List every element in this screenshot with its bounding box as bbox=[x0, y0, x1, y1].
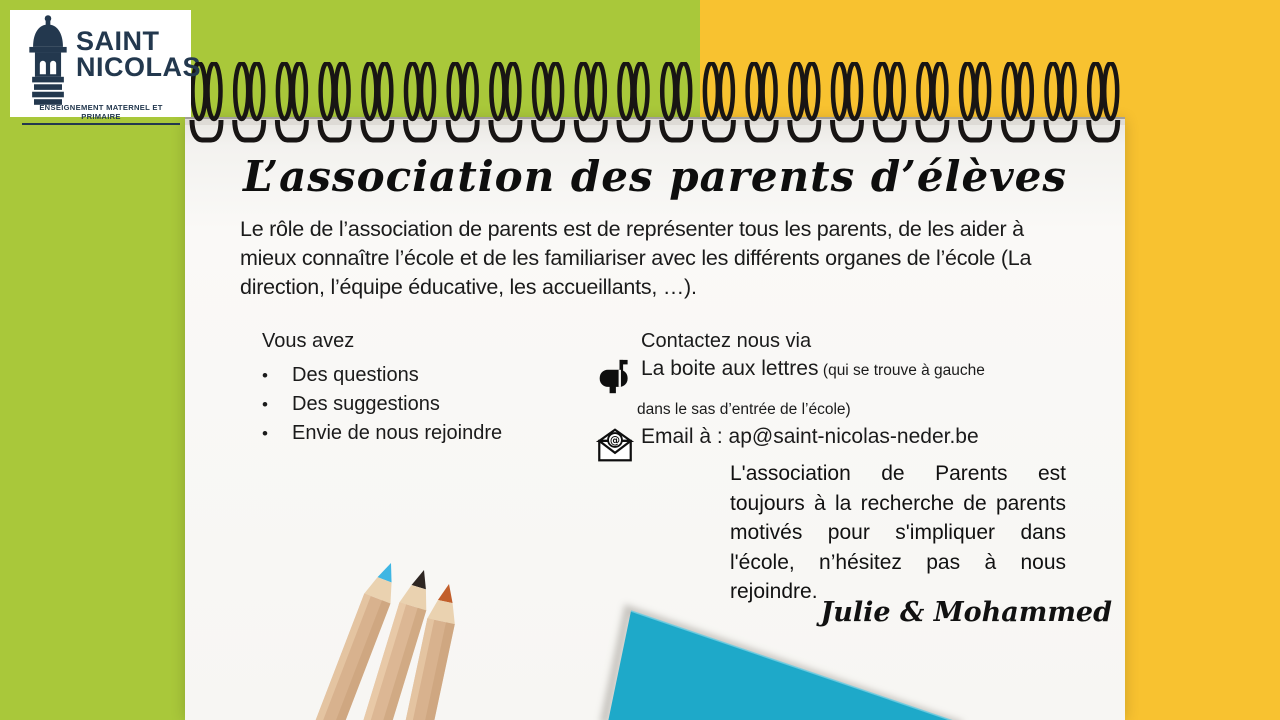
list-item-label: Des suggestions bbox=[292, 393, 440, 415]
mailbox-label: La boite aux lettres bbox=[641, 357, 819, 380]
tower-icon bbox=[20, 15, 76, 105]
mailbox-text bbox=[641, 357, 985, 381]
page-title: L’association des parents d’élèves bbox=[242, 152, 1068, 201]
mailbox-icon bbox=[596, 357, 641, 400]
school-name-line1: SAINT bbox=[76, 26, 160, 56]
you-have-section bbox=[262, 330, 502, 448]
email-label: Email à : ap@saint-nicolas-neder.be bbox=[641, 425, 979, 448]
signature: Julie & Mohammed bbox=[820, 597, 1112, 628]
mailbox-note: (qui se trouve à gauche bbox=[822, 362, 985, 379]
you-have-list bbox=[262, 361, 502, 448]
list-item-label: Envie de nous rejoindre bbox=[292, 422, 503, 444]
pencils-illustration bbox=[270, 540, 500, 720]
list-item bbox=[262, 390, 502, 419]
mailbox-note-line2: dans le sas d’entrée de l’école) bbox=[637, 401, 851, 418]
school-name bbox=[76, 28, 201, 80]
email-icon bbox=[596, 425, 641, 469]
you-have-heading: Vous avez bbox=[262, 330, 355, 352]
school-logo bbox=[10, 10, 201, 121]
bullet-icon: • bbox=[262, 366, 268, 385]
school-name-line2: NICOLAS bbox=[76, 52, 201, 82]
list-item bbox=[262, 361, 502, 390]
svg-text:@: @ bbox=[609, 435, 621, 447]
bullet-icon: • bbox=[262, 395, 268, 414]
bullet-icon: • bbox=[262, 424, 268, 443]
mailbox-row bbox=[596, 357, 1046, 400]
closing-paragraph: L'association de Parents est toujours à la recherche de parents motivés pour s'impliquer dans l'école, n’hésitez pas à nous rejoindre. bbox=[730, 462, 1066, 603]
list-item-label: Des questions bbox=[292, 364, 419, 386]
contact-section bbox=[596, 330, 1046, 469]
contact-heading: Contactez nous via bbox=[641, 330, 812, 352]
school-banner: ENSEIGNEMENT MATERNEL ET PRIMAIRE bbox=[22, 103, 180, 125]
spiral-binding-icon bbox=[185, 62, 1125, 150]
list-item bbox=[262, 419, 502, 448]
intro-paragraph: Le rôle de l’association de parents est de représenter tous les parents, de les aider à mieux connaître l’école et de les familiariser avec les différents organes de l’école (La direction, l’équipe éducative, les accueillants, …). bbox=[240, 217, 1032, 299]
